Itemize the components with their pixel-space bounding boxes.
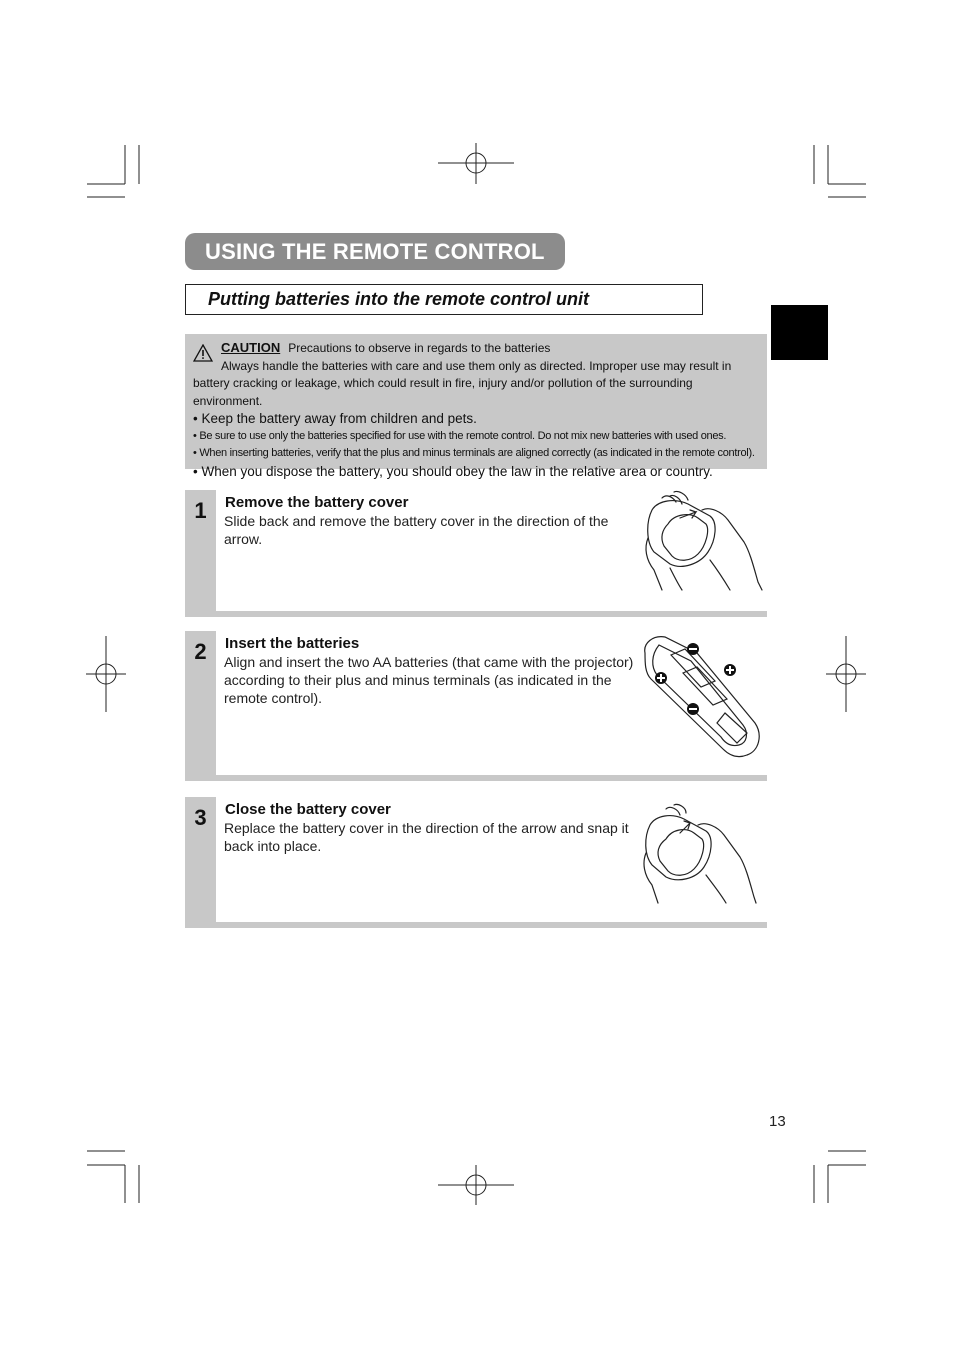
step-1 [185, 490, 767, 617]
close-cover-illustration [640, 803, 762, 907]
caution-bullet: • Keep the battery away from children and pets. [193, 411, 477, 426]
step-body: Align and insert the two AA batteries (that came with the projector) according to their plus and minus terminals (as indicated in the remote control). [224, 654, 634, 706]
step-heading: Insert the batteries [225, 635, 360, 652]
step-3 [185, 797, 767, 928]
caution-bullet: • When you dispose the battery, you should obey the law in the relative area or country. [193, 463, 713, 479]
battery-polarity-markers [655, 643, 736, 715]
step-number: 1 [194, 498, 207, 523]
step-body: Slide back and remove the battery cover in the direction of the arrow. [224, 513, 609, 547]
page-number: 13 [769, 1113, 786, 1130]
caution-box [185, 334, 767, 479]
step-2 [185, 631, 767, 781]
caution-bullet: • When inserting batteries, verify that the plus and minus terminals are aligned correctly (as indicated in the remote control). [193, 447, 755, 459]
step-heading: Remove the battery cover [225, 494, 409, 511]
caution-bullet: • Be sure to use only the batteries specified for use with the remote control. Do not mix new batteries with used ones. [193, 429, 727, 442]
insert-batteries-illustration [637, 633, 765, 761]
remove-cover-illustration [640, 490, 765, 594]
section-subtitle: Putting batteries into the remote control unit [185, 284, 703, 315]
registration-mark-right [826, 636, 866, 712]
warning-triangle-icon [193, 344, 213, 362]
caution-text-b: battery cracking or leakage, which could result in fire, injury and/or pollution of the surrounding environment. [193, 376, 693, 408]
registration-mark-top [438, 143, 514, 184]
page-title: USING THE REMOTE CONTROL [185, 233, 565, 270]
step-number: 2 [194, 639, 207, 664]
registration-mark-left [86, 636, 126, 712]
caution-header [193, 339, 759, 358]
caution-text-a: Always handle the batteries with care and use them only as directed. Improper use may result in [221, 358, 732, 373]
step-number: 3 [194, 805, 207, 830]
caution-intro: Precautions to observe in regards to the batteries [288, 341, 551, 355]
step-body: Replace the battery cover in the direction of the arrow and snap it back into place. [224, 820, 629, 854]
chapter-tab [771, 305, 828, 360]
caution-label: CAUTION [221, 340, 281, 355]
registration-mark-bottom [438, 1165, 514, 1205]
step-heading: Close the battery cover [225, 801, 391, 818]
